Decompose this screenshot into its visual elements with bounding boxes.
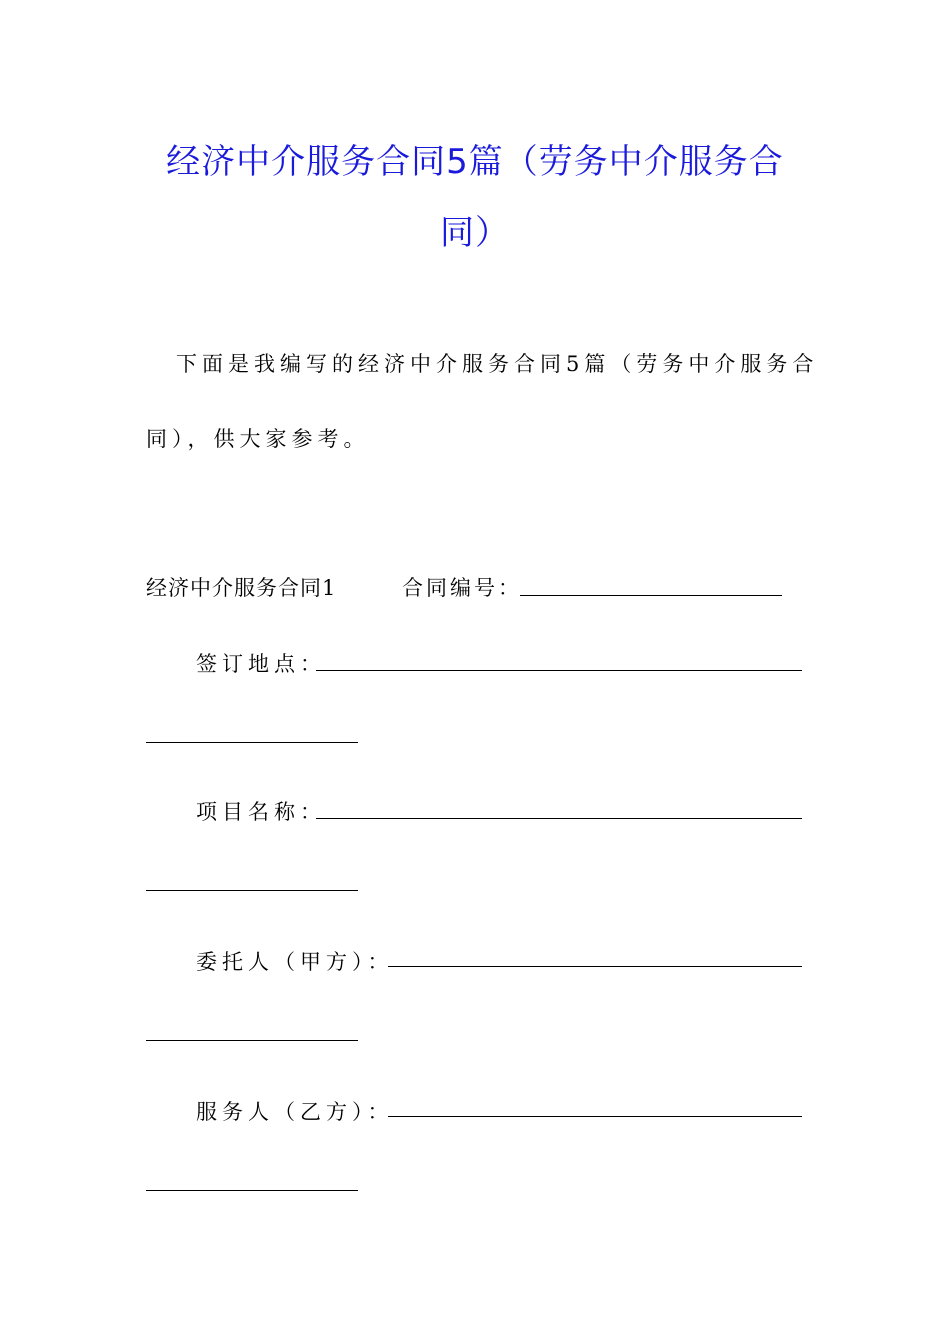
field-underline-provider-party-b [388, 1116, 802, 1117]
intro-line-2: 同），供大家参考。 [146, 427, 370, 451]
contract-heading: 经济中介服务合同1 [146, 576, 337, 600]
field-underline-signing-place [316, 670, 802, 671]
document-title-line-2: 同） [440, 213, 510, 253]
contract-number-label: 合同编号： [402, 576, 522, 600]
field-underline-signing-place-cont [146, 742, 358, 743]
field-label-signing-place: 签订地点： [196, 652, 326, 676]
field-label-provider-party-b: 服务人（乙方）： [196, 1100, 394, 1124]
field-underline-client-party-a [388, 966, 802, 967]
field-label-client-party-a: 委托人（甲方）： [196, 950, 394, 974]
field-underline-project-name-cont [146, 890, 358, 891]
intro-line-1: 下面是我编写的经济中介服务合同5篇（劳务中介服务合 [176, 352, 819, 376]
field-underline-project-name [316, 818, 802, 819]
field-underline-client-party-a-cont [146, 1040, 358, 1041]
contract-number-underline [520, 595, 782, 596]
field-underline-provider-party-b-cont [146, 1190, 358, 1191]
document-title-line-1: 经济中介服务合同5篇（劳务中介服务合 [166, 142, 784, 182]
field-label-project-name: 项目名称： [196, 800, 326, 824]
